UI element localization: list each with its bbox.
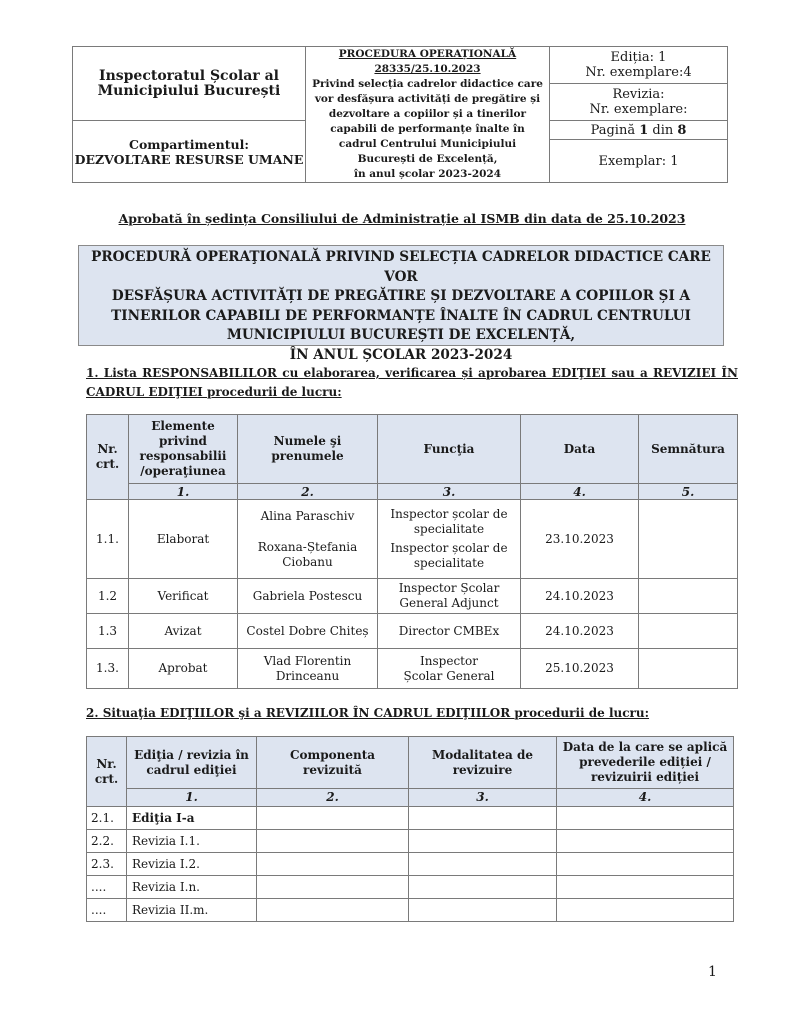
main-title: PROCEDURĂ OPERAŢIONALĂ PRIVIND SELECȚIA CADRELOR DIDACTICE CARE VOR DESFĂȘURA ACTIVITĂȚI DE PREGĂTIRE ȘI DEZVOLTARE A COPIILOR ȘI A TINERILOR CAPABILI DE PERFORMANȚE ÎNALTE ÎN CADRUL CENTRULUI MUNICIPIULUI BUCUREȘTI DE EXCELENȚĂ, ÎN ANUL ȘCOLAR 2023-2024 bbox=[78, 245, 724, 346]
col-header-effective-date: Data de la care se aplică prevederile ediției / revizuirii ediției bbox=[557, 737, 734, 789]
col-number: 2. bbox=[238, 484, 378, 500]
col-number: 3. bbox=[378, 484, 521, 500]
table-row: 2.1. Ediţia I-a bbox=[87, 807, 734, 830]
page-info: Pagină 1 din 8 bbox=[550, 121, 728, 140]
table-row: 1.2 Verificat Gabriela Postescu Inspector Școlar General Adjunct 24.10.2023 bbox=[87, 579, 738, 614]
procedure-number: 28335/25.10.2023 bbox=[374, 63, 481, 75]
table-row: .... Revizia I.n. bbox=[87, 876, 734, 899]
col-header-nr: Nr. crt. bbox=[87, 737, 127, 807]
organization-name: Inspectoratul Școlar al Municipiului București bbox=[73, 47, 306, 121]
signature-cell bbox=[639, 500, 738, 579]
editions-table bbox=[86, 736, 734, 922]
document-header-table bbox=[72, 46, 728, 183]
col-number: 5. bbox=[639, 484, 738, 500]
col-header-operation: Elemente privind responsabilii /operaţiunea bbox=[129, 415, 238, 484]
col-header-edition: Ediţia / revizia în cadrul ediţiei bbox=[127, 737, 257, 789]
col-header-nr: Nr. crt. bbox=[87, 415, 129, 500]
exemplar-info: Exemplar: 1 bbox=[550, 140, 728, 183]
edition-info: Ediția: 1 Nr. exemplare:4 bbox=[550, 47, 728, 84]
col-number: 2. bbox=[257, 789, 409, 807]
col-header-component: Componenta revizuită bbox=[257, 737, 409, 789]
page-number: 1 bbox=[708, 964, 717, 980]
col-header-signature: Semnătura bbox=[639, 415, 738, 484]
section1-heading: 1. Lista RESPONSABILILOR cu elaborarea, verificarea și aprobarea EDIŢIEI sau a REVIZIEI ÎN CADRUL EDIŢIEI procedurii de lucru: bbox=[86, 366, 738, 399]
signature-cell bbox=[639, 614, 738, 649]
signature-cell bbox=[639, 649, 738, 689]
section2-heading: 2. Situaţia EDIŢIILOR şi a REVIZIILOR ÎN CADRUL EDIŢIILOR procedurii de lucru: bbox=[86, 706, 650, 720]
table-row: 1.3 Avizat Costel Dobre Chiteș Director CMBEx 24.10.2023 bbox=[87, 614, 738, 649]
col-header-name: Numele şi prenumele bbox=[238, 415, 378, 484]
table-row: 2.2. Revizia I.1. bbox=[87, 830, 734, 853]
table-row: .... Revizia II.m. bbox=[87, 899, 734, 922]
procedure-title: PROCEDURA OPERAȚIONALĂ bbox=[338, 48, 517, 60]
col-header-method: Modalitatea de revizuire bbox=[409, 737, 557, 789]
department: Compartimentul: DEZVOLTARE RESURSE UMANE bbox=[73, 121, 306, 183]
col-header-function: Funcţia bbox=[378, 415, 521, 484]
responsibles-table bbox=[86, 414, 738, 689]
col-number: 4. bbox=[521, 484, 639, 500]
approval-line: Aprobată în ședința Consiliului de Administrație al ISMB din data de 25.10.2023 bbox=[118, 211, 686, 226]
col-number: 1. bbox=[127, 789, 257, 807]
table-row: 1.3. Aprobat Vlad Florentin Drinceanu Inspector Școlar General 25.10.2023 bbox=[87, 649, 738, 689]
table-row: 2.3. Revizia I.2. bbox=[87, 853, 734, 876]
col-number: 3. bbox=[409, 789, 557, 807]
signature-cell bbox=[639, 579, 738, 614]
table-row: 1.1. Elaborat Alina Paraschiv Roxana-Ștefania Ciobanu Inspector școlar de specialitate Inspector școlar de specialitate 23.10.2023 bbox=[87, 500, 738, 579]
col-number: 1. bbox=[129, 484, 238, 500]
revision-info: Revizia: Nr. exemplare: bbox=[550, 84, 728, 121]
col-header-date: Data bbox=[521, 415, 639, 484]
procedure-description: PROCEDURA OPERAȚIONALĂ 28335/25.10.2023 Privind selecția cadrelor didactice care vor desfășura activități de pregătire și dezvoltare a copiilor și a tinerilor capabili de performanțe înalte în cadrul Centrului Municipiului București de Excelență, în anul școlar 2023-2024 bbox=[306, 47, 550, 183]
col-number: 4. bbox=[557, 789, 734, 807]
